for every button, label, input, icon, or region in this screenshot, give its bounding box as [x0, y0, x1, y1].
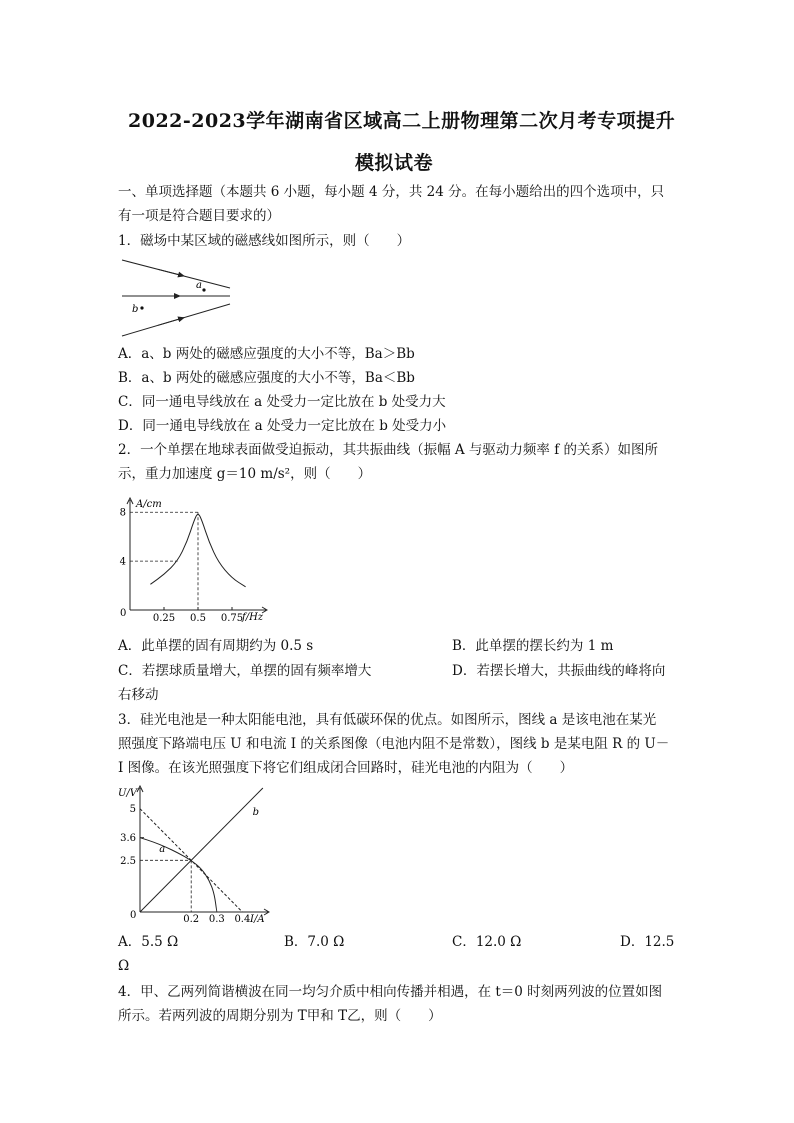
y-tick-label: 8: [119, 507, 126, 519]
silicon-cell-ui-chart: [116, 782, 276, 924]
q2-option-c[interactable]: C．若摆球质量增大，单摆的固有频率增大: [118, 663, 372, 679]
q1-option-b[interactable]: B．a、b 两处的磁感应强度的大小不等，Ba＜Bb: [118, 370, 415, 386]
y-axis-label: U/V: [118, 788, 138, 799]
y-tick-label: 4: [119, 556, 126, 568]
question-4-stem-cont: 所示。若两列波的周期分别为 T甲和 T乙，则（ ）: [118, 1008, 442, 1024]
question-3-stem-cont2: I 图像。在该光照强度下将它们组成闭合回路时，硅光电池的内阻为（ ）: [118, 760, 574, 776]
q3-option-d-cont: Ω: [118, 958, 130, 974]
origin-label: 0: [130, 910, 137, 921]
curve-a-label: a: [159, 844, 166, 856]
q1-option-c[interactable]: C．同一通电导线放在 a 处受力一定比放在 b 处受力大: [118, 394, 446, 410]
field-line-top-arrow: [158, 269, 184, 276]
y-tick-label: 5: [129, 804, 136, 816]
y-tick-label: 2.5: [120, 855, 136, 867]
question-3-stem-cont1: 照强度下路端电压 U 和电流 I 的关系图像（电池内阻不是常数），图线 b 是某电阻 R 的 U－: [118, 736, 670, 752]
q2-option-d-cont: 右移动: [118, 687, 159, 703]
origin-label: 0: [120, 608, 127, 619]
resonance-curve-chart: [116, 494, 274, 626]
question-2-stem-cont: 示，重力加速度 g＝10 m/s²，则（ ）: [118, 466, 372, 482]
x-tick-label: 0.25: [152, 613, 176, 624]
q3-option-a[interactable]: A．5.5 Ω: [118, 934, 179, 950]
x-tick-label: 0.75: [220, 613, 244, 624]
q2-option-a[interactable]: A．此单摆的固有周期约为 0.5 s: [118, 638, 314, 654]
field-line-bottom-arrow: [158, 318, 184, 326]
magnetic-field-lines-figure: [118, 256, 248, 342]
q1-option-d[interactable]: D．同一通电导线放在 a 处受力一定比放在 b 处受力小: [118, 418, 447, 434]
x-tick-label: 0.3: [208, 914, 225, 924]
x-tick-label: 0.2: [183, 914, 200, 924]
question-2-stem: 2．一个单摆在地球表面做受迫振动，其共振曲线（振幅 A 与驱动力频率 f 的关系）如图所: [118, 442, 658, 458]
point-b: [140, 306, 143, 309]
q1-option-a[interactable]: A．a、b 两处的磁感应强度的大小不等，Ba＞Bb: [118, 346, 415, 362]
x-axis-label: f/Hz: [242, 612, 264, 623]
point-b-label: b: [132, 304, 139, 315]
curve-b-label: b: [252, 806, 260, 818]
q3-option-b[interactable]: B．7.0 Ω: [284, 934, 345, 950]
q3-option-c[interactable]: C．12.0 Ω: [452, 934, 522, 950]
q3-option-d[interactable]: D．12.5: [620, 934, 675, 950]
y-axis-label: A/cm: [136, 499, 162, 510]
question-4-stem: 4．甲、乙两列简谐横波在同一均匀介质中相向传播并相遇，在 t＝0 时刻两列波的位置如图: [118, 984, 663, 1000]
x-axis-label: I/A: [250, 914, 265, 924]
section-heading-cont: 有一项是符合题目要求的）: [118, 208, 280, 224]
section-heading: 一、单项选择题（本题共 6 小题，每小题 4 分，共 24 分。在每小题给出的四个选项中，只: [118, 184, 665, 200]
question-3-stem: 3．硅光电池是一种太阳能电池，具有低碳环保的优点。如图所示，图线 a 是该电池在某光: [118, 712, 657, 728]
y-tick-label: 3.6: [120, 833, 136, 845]
x-tick-label: 0.5: [190, 613, 206, 624]
point-a: [202, 288, 205, 291]
resonance-curve: [150, 514, 245, 586]
point-a-label: a: [196, 280, 202, 291]
question-1-stem: 1．磁场中某区域的磁感线如图所示，则（ ）: [118, 233, 411, 249]
x-tick-label: 0.4: [234, 914, 251, 924]
q2-option-d[interactable]: D．若摆长增大，共振曲线的峰将向: [452, 663, 666, 679]
q2-option-b[interactable]: B．此单摆的摆长约为 1 m: [452, 638, 614, 654]
page-subtitle: 模拟试卷: [355, 152, 434, 174]
page-title: 2022-2023学年湖南省区域高二上册物理第二次月考专项提升: [128, 110, 676, 132]
